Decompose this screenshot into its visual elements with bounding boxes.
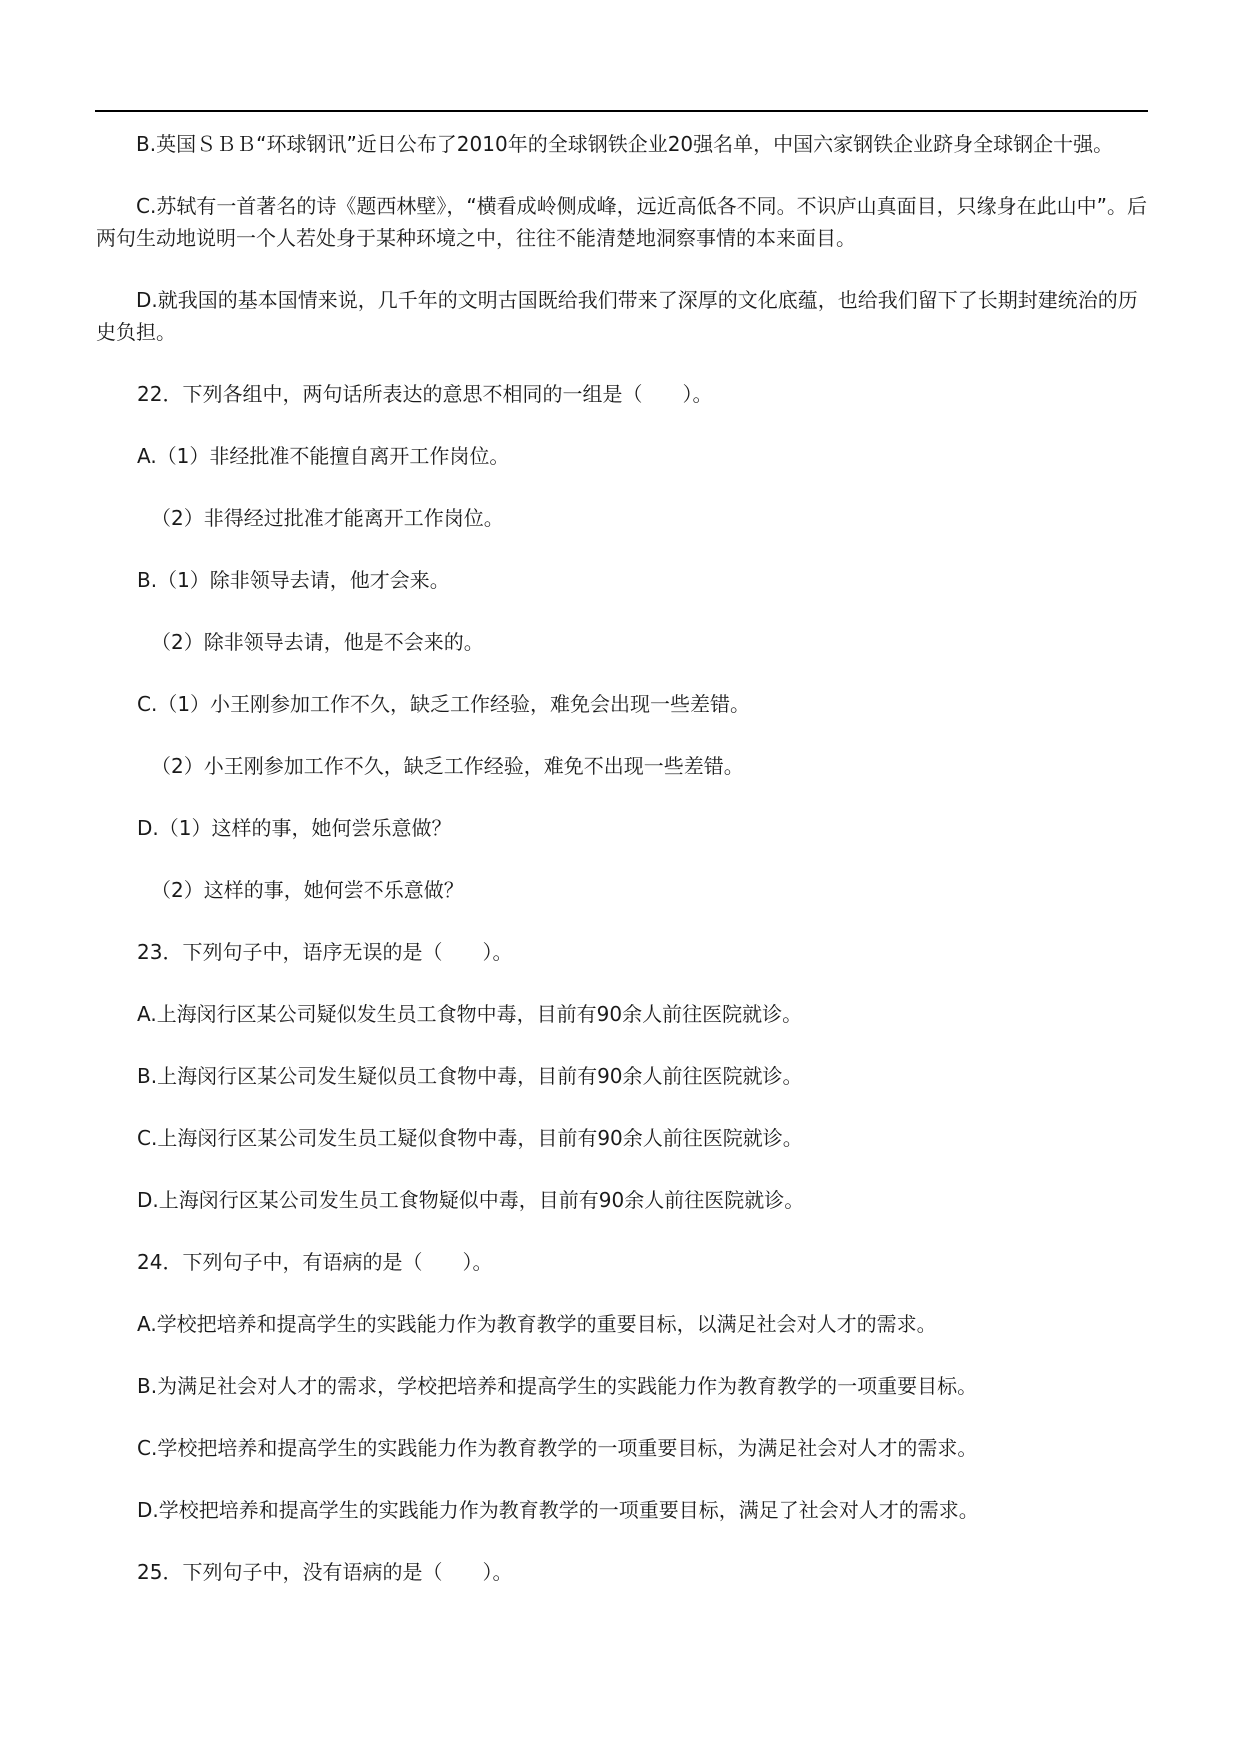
option-23-b: B.上海闵行区某公司发生疑似员工食物中毒，目前有90余人前往医院就诊。: [137, 1064, 803, 1088]
option-22-d-1: D.（1）这样的事，她何尝乐意做？: [137, 816, 452, 840]
option-23-d: D.上海闵行区某公司发生员工食物疑似中毒，目前有90余人前往医院就诊。: [137, 1188, 805, 1212]
option-21-c: C.苏轼有一首著名的诗《题西林壁》，“横看成岭侧成峰，远近高低各不同。不识庐山真面目，只缘身在此山中”。后两句生动地说明一个人若处身于某种环境之中，往往不能清楚地洞察事情的本来面目。: [96, 194, 1148, 250]
option-21-d: D.就我国的基本国情来说，几千年的文明古国既给我们带来了深厚的文化底蕴，也给我们留下了长期封建统治的历史负担。: [96, 288, 1138, 344]
question-25: 25．下列句子中，没有语病的是（ ）。: [137, 1560, 513, 1584]
option-23-a: A.上海闵行区某公司疑似发生员工食物中毒，目前有90余人前往医院就诊。: [137, 1002, 803, 1026]
question-23: 23．下列句子中，语序无误的是（ ）。: [137, 940, 513, 964]
header-rule: [95, 110, 1148, 112]
option-22-c-2: （2）小王刚参加工作不久，缺乏工作经验，难免不出现一些差错。: [151, 754, 744, 778]
question-24: 24．下列句子中，有语病的是（ ）。: [137, 1250, 493, 1274]
option-22-b-2: （2）除非领导去请，他是不会来的。: [151, 630, 484, 654]
option-22-a-1: A.（1）非经批准不能擅自离开工作岗位。: [137, 444, 510, 468]
option-22-a-2: （2）非得经过批准才能离开工作岗位。: [151, 506, 504, 530]
option-24-c: C.学校把培养和提高学生的实践能力作为教育教学的一项重要目标，为满足社会对人才的需求。: [137, 1436, 978, 1460]
option-22-b-1: B.（1）除非领导去请，他才会来。: [137, 568, 450, 592]
option-22-d-2: （2）这样的事，她何尝不乐意做？: [151, 878, 464, 902]
option-24-d: D.学校把培养和提高学生的实践能力作为教育教学的一项重要目标，满足了社会对人才的需求。: [137, 1498, 979, 1522]
option-23-c: C.上海闵行区某公司发生员工疑似食物中毒，目前有90余人前往医院就诊。: [137, 1126, 803, 1150]
page-content: [96, 128, 1148, 1618]
option-24-a: A.学校把培养和提高学生的实践能力作为教育教学的重要目标，以满足社会对人才的需求。: [137, 1312, 937, 1336]
option-24-b: B.为满足社会对人才的需求，学校把培养和提高学生的实践能力作为教育教学的一项重要目标。: [137, 1374, 978, 1398]
option-21-b: B.英国ＳＢＢ“环球钢讯”近日公布了2010年的全球钢铁企业20强名单，中国六家钢铁企业跻身全球钢企十强。: [136, 132, 1114, 156]
option-22-c-1: C.（1）小王刚参加工作不久，缺乏工作经验，难免会出现一些差错。: [137, 692, 751, 716]
question-22: 22．下列各组中，两句话所表达的意思不相同的一组是（ ）。: [137, 382, 713, 406]
